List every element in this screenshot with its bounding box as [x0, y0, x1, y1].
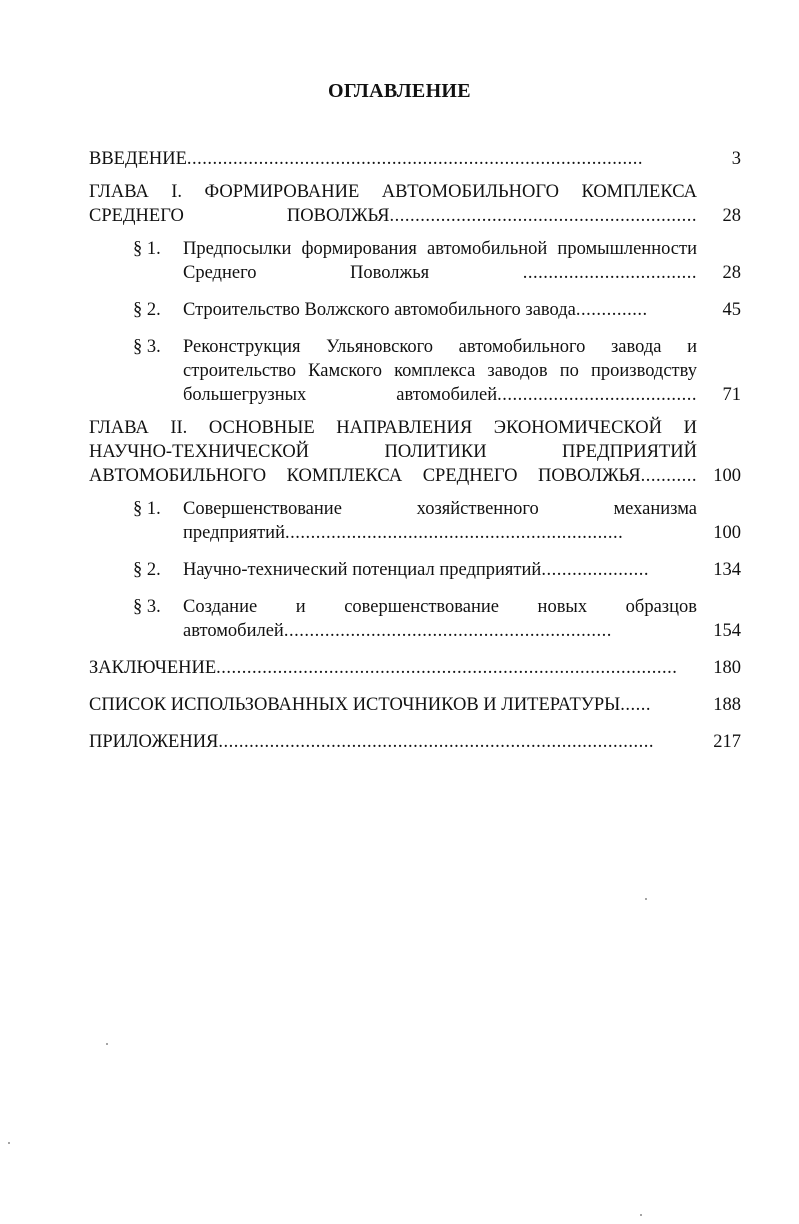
section-number: § 3.	[133, 597, 161, 617]
toc-page-number: 100	[713, 523, 741, 543]
leader-dots: ................................................................	[283, 621, 612, 641]
toc-entry-title: ГЛАВА I. ФОРМИРОВАНИЕ АВТОМОБИЛЬНОГО КОМПЛЕКСА СРЕДНЕГО ПОВОЛЖЬЯ	[89, 182, 697, 226]
toc-page-number: 100	[713, 466, 741, 486]
toc-entry-ch1-section-3	[89, 335, 741, 407]
section-number: § 2.	[133, 560, 161, 580]
toc-entry-title: Предпосылки формирования автомобильной промышленности Среднего Поволжья	[183, 239, 697, 283]
toc-entry-ch2-section-3	[89, 595, 741, 643]
toc-entry-title: ВВЕДЕНИЕ	[89, 149, 187, 169]
toc-entry-title: ЗАКЛЮЧЕНИЕ	[89, 658, 217, 678]
toc-entry-title: Реконструкция Ульяновского автомобильного завода и строительство Камского комплекса заводов по производству большегрузных автомобилей	[183, 337, 697, 405]
toc-entry-chapter-1	[89, 180, 741, 228]
toc-entry-ch1-section-2	[89, 298, 741, 322]
toc-entry-ch1-section-1	[89, 237, 741, 285]
scan-speck	[8, 1142, 10, 1144]
toc-entry-title: ГЛАВА II. ОСНОВНЫЕ НАПРАВЛЕНИЯ ЭКОНОМИЧЕСКОЙ И НАУЧНО-ТЕХНИЧЕСКОЙ ПОЛИТИКИ ПРЕДПРИЯТИЙ АВТОМОБИЛЬНОГО КОМПЛЕКСА СРЕДНЕГО ПОВОЛЖЬЯ	[89, 418, 697, 486]
leader-dots: ..................................................................	[284, 523, 624, 543]
leader-dots: ............................................................	[389, 206, 697, 226]
toc-page-number: 28	[722, 263, 741, 283]
table-of-contents	[89, 147, 741, 754]
toc-page-number: 154	[713, 621, 741, 641]
leader-dots: ..........................................................................................	[216, 658, 678, 678]
toc-entry-title: Строительство Волжского автомобильного завода	[183, 300, 576, 320]
toc-entry-chapter-2	[89, 416, 741, 488]
leader-dots: ..................................	[522, 263, 697, 283]
section-number: § 1.	[133, 239, 161, 259]
toc-page-number: 28	[722, 206, 741, 226]
page-title: ОГЛАВЛЕНИЕ	[328, 80, 471, 102]
leader-dots: ...........	[640, 466, 697, 486]
toc-entry-ch2-section-1	[89, 497, 741, 545]
leader-dots: .....................................................................................	[218, 732, 655, 752]
toc-entry-title: ПРИЛОЖЕНИЯ	[89, 732, 219, 752]
scan-speck	[645, 898, 647, 900]
leader-dots: .......................................	[497, 385, 697, 405]
toc-entry-title: Научно-технический потенциал предприятий	[183, 560, 542, 580]
leader-dots: .....................	[541, 560, 649, 580]
toc-entry-title: Совершенствование хозяйственного механизма предприятий	[183, 499, 697, 543]
toc-entry-sources	[89, 693, 741, 717]
leader-dots: .........................................................................................	[186, 149, 644, 169]
leader-dots: ......	[620, 695, 652, 715]
scan-speck	[640, 1214, 642, 1216]
toc-entry-intro	[89, 147, 741, 171]
toc-entry-appendix	[89, 730, 741, 754]
toc-page-number: 134	[713, 560, 741, 580]
toc-page-number: 188	[713, 695, 741, 715]
section-number: § 2.	[133, 300, 161, 320]
toc-entry-title: СПИСОК ИСПОЛЬЗОВАННЫХ ИСТОЧНИКОВ И ЛИТЕРАТУРЫ	[89, 695, 621, 715]
toc-page-number: 45	[722, 300, 741, 320]
toc-page-number: 180	[713, 658, 741, 678]
toc-entry-conclusion	[89, 656, 741, 680]
toc-page-number: 71	[722, 385, 741, 405]
toc-entry-title: Создание и совершенствование новых образцов автомобилей	[183, 597, 697, 641]
section-number: § 3.	[133, 337, 161, 357]
toc-entry-ch2-section-2	[89, 558, 741, 582]
toc-page-number: 3	[731, 149, 741, 169]
section-number: § 1.	[133, 499, 161, 519]
toc-page-number: 217	[713, 732, 741, 752]
leader-dots: ..............	[575, 300, 648, 320]
scan-speck	[106, 1043, 108, 1045]
